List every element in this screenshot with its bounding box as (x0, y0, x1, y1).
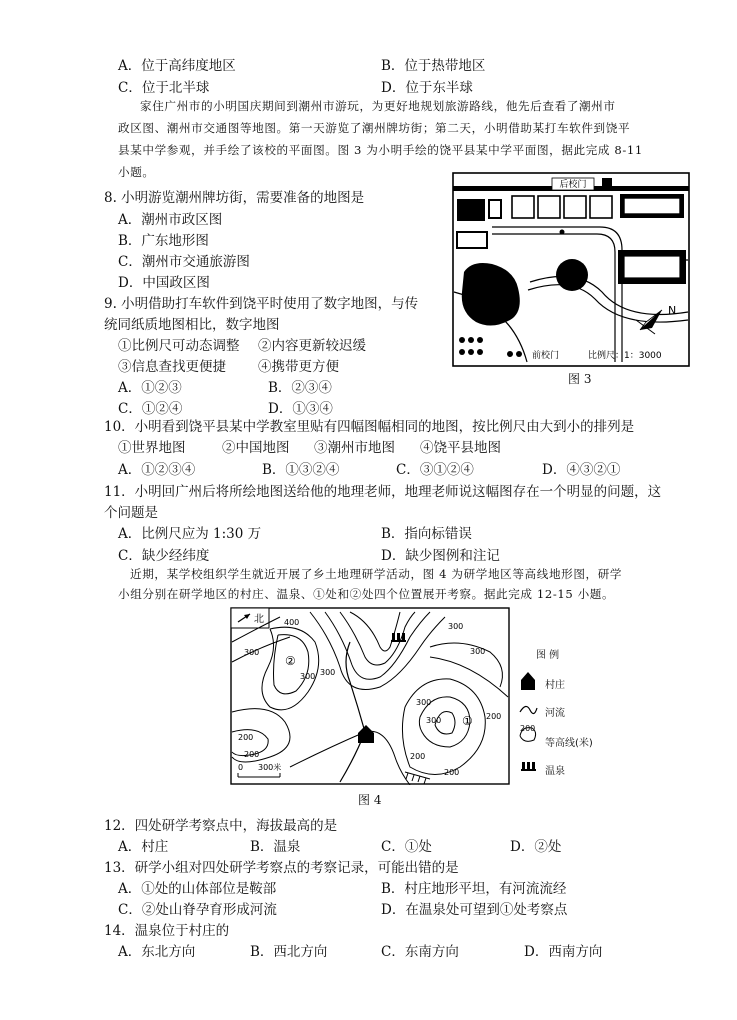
figure4-caption: 图 4 (358, 793, 382, 807)
fig4-legend-symbols (518, 664, 538, 778)
fig4-label-200d: 200 (410, 752, 426, 761)
q10-item-4: ④饶平县地图 (420, 440, 501, 456)
q11-option-d: D．缺少图例和注记 (381, 548, 500, 564)
q9-option-a: A．①②③ (118, 380, 182, 396)
fig4-scale-zero: 0 (238, 763, 244, 772)
legend-hot-spring-icon (521, 762, 536, 771)
prev-option-d: D．位于东半球 (381, 80, 473, 96)
fig4-label-300g: 300 (416, 698, 432, 707)
fig4-label-300d: 300 (470, 647, 486, 656)
q12-stem: 12．四处研学考察点中，海拔最高的是 (104, 818, 338, 834)
q10-option-d: D．④③②① (542, 462, 621, 478)
fig4-legend-contour-num: 200 (520, 724, 536, 733)
fig4-label-200c: 200 (486, 712, 502, 721)
q8-option-b: B．广东地形图 (118, 233, 209, 249)
q10-option-b: B．①③②④ (262, 462, 340, 478)
q9-item-4: ④携带更方便 (258, 359, 339, 375)
q9-stem-line1: 9. 小明借助打车软件到饶平时使用了数字地图，与传 (104, 296, 419, 312)
fig4-legend-river: 河流 (545, 708, 565, 719)
q8-stem: 8. 小明游览潮州牌坊街，需要准备的地图是 (104, 190, 365, 206)
q9-item-1: ①比例尺可动态调整 (118, 338, 240, 354)
q8-option-d: D．中国政区图 (118, 275, 210, 291)
q13-option-b: B．村庄地形平坦，有河流流经 (381, 881, 567, 897)
fig3-back-gate-label: 后校门 (559, 180, 587, 190)
q9-item-3: ③信息查找更便捷 (118, 359, 226, 375)
passage1-line2: 政区图、潮州市交通图等地图。第一天游览了潮州牌坊街；第二天，小明借助某打车软件到饶平 (118, 121, 631, 135)
q12-option-d: D．②处 (510, 839, 562, 855)
fig4-label-300e: 300 (426, 716, 442, 725)
q11-option-c: C．缺少经纬度 (118, 548, 210, 564)
q9-option-c: C．①②④ (118, 401, 183, 417)
q11-stem-line1: 11．小明回广州后将所绘地图送给他的地理老师，地理老师说这幅图存在一个明显的问题，这 (104, 484, 662, 500)
q11-option-b: B．指向标错误 (381, 526, 472, 542)
q12-option-a: A．村庄 (118, 839, 169, 855)
q11-option-a: A．比例尺应为 1:30 万 (118, 526, 262, 542)
fig4-label-300a: 300 (244, 648, 260, 657)
fig4-label-300f: 300 (320, 668, 336, 677)
passage2-line2: 小组分别在研学地区的村庄、温泉、①处和②处四个位置展开考察。据此完成 12-15 小题。 (118, 587, 615, 601)
q9-option-b: B．②③④ (268, 380, 332, 396)
fig4-label-200a: 200 (238, 733, 254, 742)
fig4-north-label: 北 (254, 614, 264, 625)
q13-option-c: C．②处山脊孕育形成河流 (118, 902, 277, 918)
fig4-label-200e: 200 (444, 768, 460, 777)
legend-river-icon (520, 706, 537, 713)
fig4-point-2: ② (285, 654, 296, 668)
fig3-north-label: N (668, 304, 677, 317)
fig4-hot-spring-icon (391, 633, 406, 642)
q14-stem: 14．温泉位于村庄的 (104, 923, 230, 939)
fig4-label-400: 400 (284, 618, 300, 627)
q14-option-c: C．东南方向 (381, 944, 459, 960)
q12-option-b: B．温泉 (250, 839, 301, 855)
q12-option-c: C．①处 (381, 839, 432, 855)
fig4-scale-distance: 300米 (258, 763, 282, 772)
passage1-line4: 小题。 (118, 165, 155, 179)
fig4-legend-contour: 等高线(米) (545, 738, 593, 749)
fig4-label-300c: 300 (448, 622, 464, 631)
q11-stem-line2: 个问题是 (104, 505, 158, 521)
q14-option-d: D．西南方向 (524, 944, 603, 960)
passage2-line1: 近期，某学校组织学生就近开展了乡土地理研学活动，图 4 为研学地区等高线地形图，研学 (130, 567, 623, 581)
q14-option-a: A．东北方向 (118, 944, 196, 960)
prev-option-c: C．位于北半球 (118, 80, 210, 96)
q13-stem: 13．研学小组对四处研学考察点的考察记录，可能出错的是 (104, 860, 459, 876)
q8-option-c: C．潮州市交通旅游图 (118, 254, 250, 270)
prev-option-a: A．位于高纬度地区 (118, 58, 236, 74)
fig4-label-300b: 300 (300, 672, 316, 681)
q10-item-3: ③潮州市地图 (314, 440, 395, 456)
q10-stem: 10．小明看到饶平县某中学教室里贴有四幅图幅相同的地图，按比例尺由大到小的排列是 (104, 419, 635, 435)
q8-option-a: A．潮州市政区图 (118, 212, 223, 228)
q13-option-d: D．在温泉处可望到①处考察点 (381, 902, 568, 918)
q14-option-b: B．西北方向 (250, 944, 328, 960)
passage1-line3: 县某中学参观，并手绘了该校的平面图。图 3 为小明手绘的饶平县某中学平面图，据此完成 8-11 (118, 143, 643, 157)
q10-item-2: ②中国地图 (222, 440, 290, 456)
figure4-contour-map (230, 607, 510, 785)
figure3-school-plan (452, 172, 690, 367)
q9-option-d: D．①③④ (268, 401, 333, 417)
legend-village-icon (521, 672, 535, 690)
prev-option-b: B．位于热带地区 (381, 58, 486, 74)
fig4-label-200b: 200 (244, 750, 260, 759)
q9-stem-line2: 统同纸质地图相比，数字地图 (104, 317, 280, 333)
figure3-caption: 图 3 (568, 372, 592, 386)
q13-option-a: A．①处的山体部位是鞍部 (118, 881, 277, 897)
q10-option-c: C．③①②④ (396, 462, 474, 478)
fig3-front-gate-label: 前校门 (532, 351, 560, 361)
fig4-legend-village: 村庄 (545, 680, 565, 691)
fig4-point-1: ① (462, 714, 473, 728)
q10-item-1: ①世界地图 (118, 440, 186, 456)
fig3-scale-label: 比例尺：1：3000 (588, 351, 662, 361)
fig4-legend-spring: 温泉 (545, 766, 565, 777)
q10-option-a: A．①②③④ (118, 462, 196, 478)
fig4-legend-title: 图 例 (536, 650, 560, 661)
passage1-line1: 家住广州市的小明国庆期间到潮州市游玩，为更好地规划旅游路线，他先后查看了潮州市 (140, 99, 616, 113)
q9-item-2: ②内容更新较迟缓 (258, 338, 366, 354)
